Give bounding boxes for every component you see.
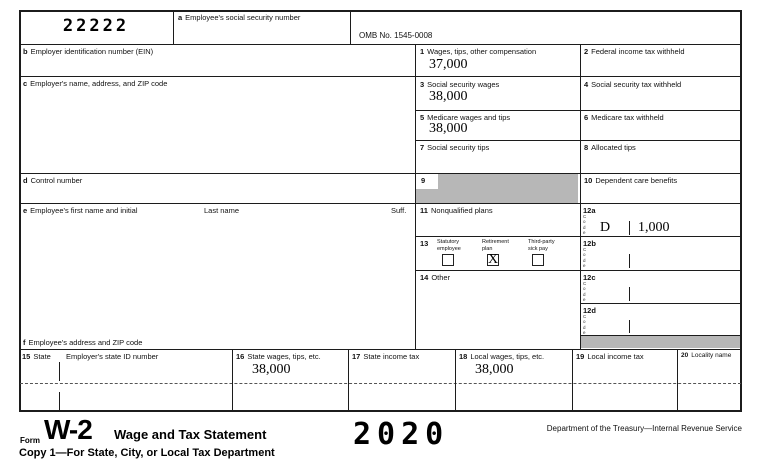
divider-line xyxy=(415,140,742,141)
box20-label: 20 Locality name xyxy=(681,352,732,359)
box12a-entry-divider xyxy=(629,221,630,235)
divider-line xyxy=(19,44,742,45)
control-code-22222: 22222 xyxy=(62,16,130,36)
box12a-code-word: Code xyxy=(583,214,587,236)
box12a-label: 12a xyxy=(583,206,596,215)
divider-line xyxy=(415,110,742,111)
box12c-label: 12c xyxy=(583,273,596,282)
box-a-letter: a xyxy=(178,13,183,22)
divider-line xyxy=(580,335,742,336)
divider-line xyxy=(580,44,581,349)
box7-label: 7 Social security tips xyxy=(420,143,490,152)
divider-line xyxy=(415,236,742,237)
box-a-label: a Employee's social security number xyxy=(178,13,301,22)
divider-line xyxy=(232,349,233,412)
box15-id-label: Employer's state ID number xyxy=(66,352,159,361)
box12b-entry-divider xyxy=(629,254,630,268)
tax-year: 2020 xyxy=(353,417,450,452)
divider-line xyxy=(350,10,351,44)
divider-line xyxy=(677,349,678,412)
box12d-code-word: Code xyxy=(583,314,587,336)
box5-value[interactable]: 38,000 xyxy=(429,121,468,136)
box1-value[interactable]: 37,000 xyxy=(429,57,468,72)
box1-label: 1 Wages, tips, other compensation xyxy=(420,47,537,56)
divider-line xyxy=(348,349,349,412)
divider-line xyxy=(19,349,742,350)
box15-label: 15 State xyxy=(22,352,51,361)
statutory-employee-checkbox[interactable] xyxy=(442,254,454,266)
divider-line xyxy=(455,349,456,412)
box-d-label: d Control number xyxy=(23,176,83,185)
omb-number: OMB No. 1545-0008 xyxy=(359,31,433,40)
box9-label: 9 xyxy=(421,176,426,185)
box17-label: 17 State income tax xyxy=(352,352,420,361)
box10-label: 10 Dependent care benefits xyxy=(584,176,678,185)
box18-value[interactable]: 38,000 xyxy=(475,362,514,377)
box12a-code-value[interactable]: D xyxy=(600,220,611,235)
box12c-entry-divider xyxy=(629,287,630,301)
box16-value[interactable]: 38,000 xyxy=(252,362,291,377)
divider-line xyxy=(415,44,416,349)
box2-label: 2 Federal income tax withheld xyxy=(584,47,685,56)
dashed-divider-line xyxy=(20,383,741,384)
box3-value[interactable]: 38,000 xyxy=(429,89,468,104)
box-e-lastname-label: Last name xyxy=(204,206,240,215)
box8-label: 8 Allocated tips xyxy=(584,143,636,152)
box-e-label: e Employee's first name and initial xyxy=(23,206,138,215)
form-name-w2: W-2 xyxy=(44,414,92,445)
box19-label: 19 Local income tax xyxy=(576,352,644,361)
box12b-label: 12b xyxy=(583,239,596,248)
box-c-label: c Employer's name, address, and ZIP code xyxy=(23,79,168,88)
retirement-plan-checkbox[interactable]: X xyxy=(488,252,499,267)
divider-line xyxy=(19,173,742,174)
copy-designation-line: Copy 1—For State, City, or Local Tax Department xyxy=(19,447,275,459)
box12b-code-word: Code xyxy=(583,247,587,269)
box-e-suffix-label: Suff. xyxy=(391,206,407,215)
box13-thirdparty-label: Third-party sick pay xyxy=(528,239,555,252)
divider-line xyxy=(580,303,742,304)
divider-line xyxy=(415,270,742,271)
form-title: Wage and Tax Statement xyxy=(114,427,267,442)
box3-label: 3 Social security wages xyxy=(420,80,500,89)
box11-label: 11 Nonqualified plans xyxy=(420,206,493,215)
treasury-agency-line: Department of the Treasury—Internal Revenue Service xyxy=(546,424,742,433)
divider-line xyxy=(19,203,742,204)
box13-retirement-label: Retirement plan xyxy=(482,239,509,252)
box16-label: 16 State wages, tips, etc. xyxy=(236,352,321,361)
box4-label: 4 Social security tax withheld xyxy=(584,80,682,89)
box13-statutory-label: Statutory employee xyxy=(437,239,461,252)
box13-label: 13 xyxy=(420,239,429,248)
box15-state-divider xyxy=(59,362,60,381)
box12a-amount-value[interactable]: 1,000 xyxy=(638,220,670,235)
box-b-label: b Employer identification number (EIN) xyxy=(23,47,154,56)
divider-line xyxy=(173,10,174,44)
box12c-code-word: Code xyxy=(583,281,587,303)
box14-label: 14 Other xyxy=(420,273,451,282)
box6-label: 6 Medicare tax withheld xyxy=(584,113,664,122)
box-f-label: f Employee's address and ZIP code xyxy=(23,338,143,347)
box18-label: 18 Local wages, tips, etc. xyxy=(459,352,545,361)
box5-label: 5 Medicare wages and tips xyxy=(420,113,511,122)
divider-line xyxy=(572,349,573,412)
box12d-entry-divider xyxy=(629,320,630,333)
form-word: Form xyxy=(20,436,40,445)
divider-line xyxy=(19,76,742,77)
box12d-label: 12d xyxy=(583,306,596,315)
third-party-sick-pay-checkbox[interactable] xyxy=(532,254,544,266)
box15-state-divider xyxy=(59,392,60,410)
